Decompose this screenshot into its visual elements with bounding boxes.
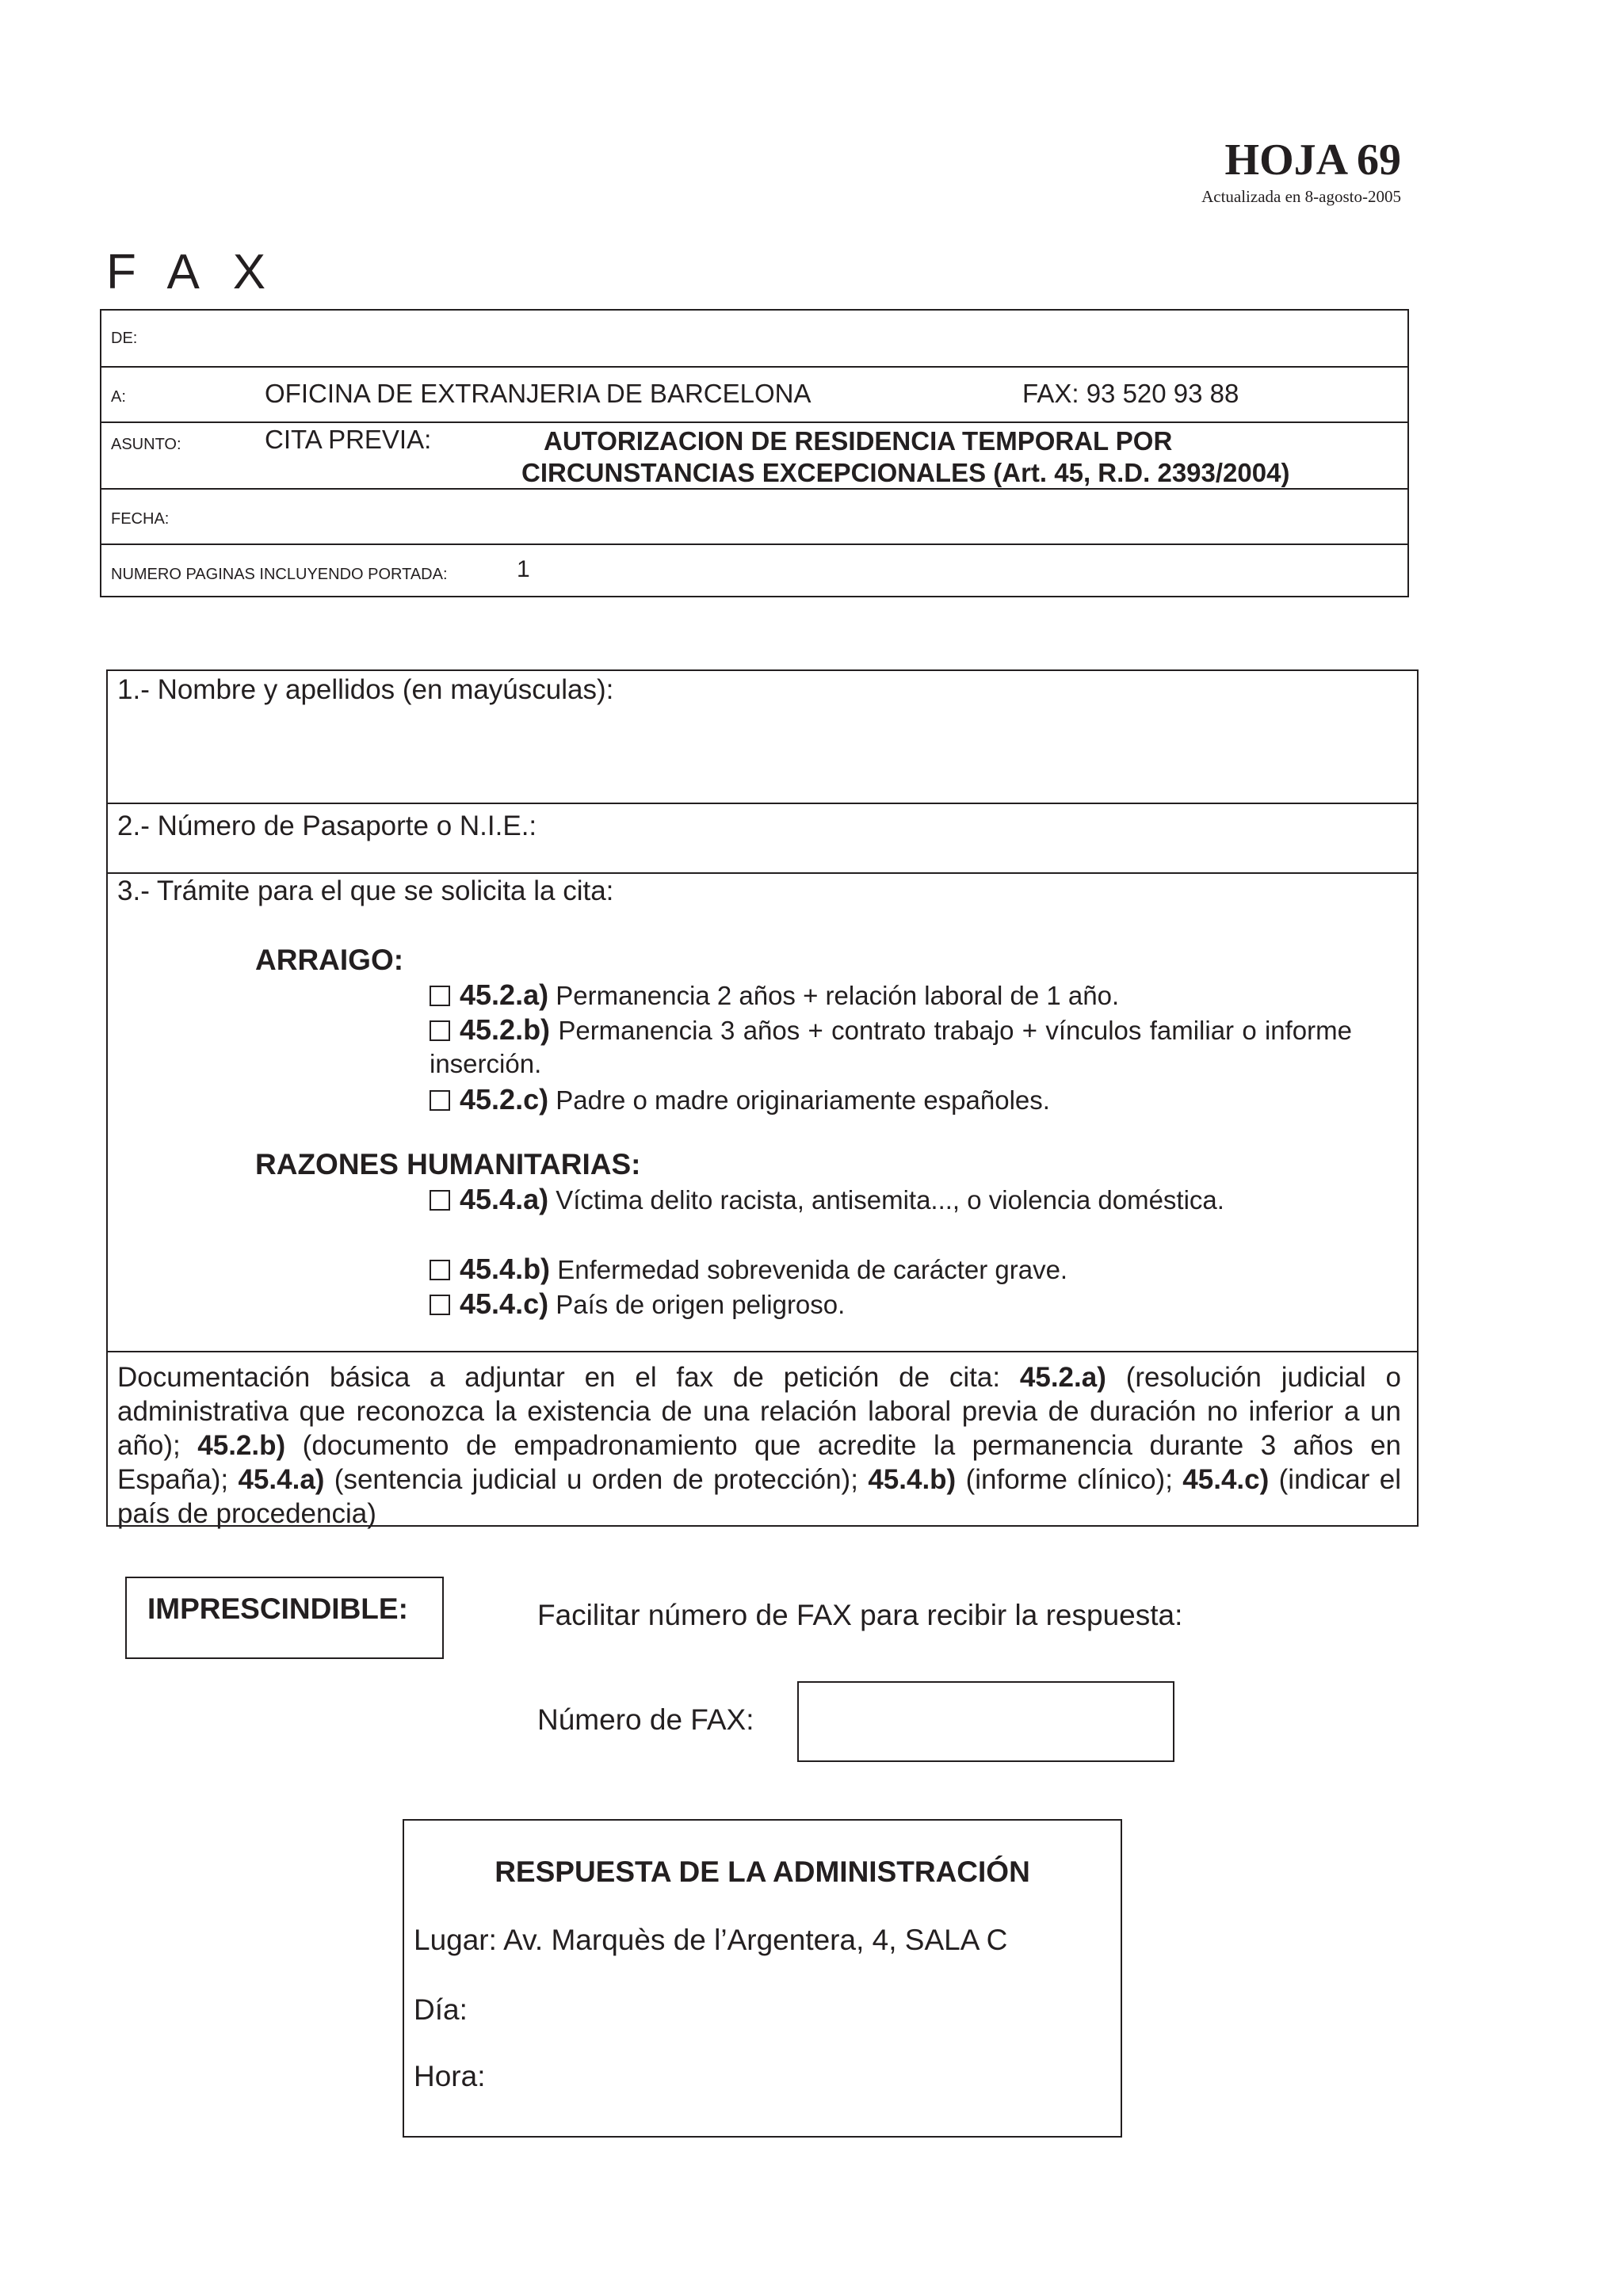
facilitar-fax-text: Facilitar número de FAX para recibir la respuesta: [537, 1599, 1183, 1631]
checkbox-45-4-a[interactable] [430, 1190, 450, 1211]
subject-line-2: CIRCUNSTANCIAS EXCEPCIONALES (Art. 45, R.D. 2393/2004) [521, 458, 1290, 487]
response-location: Lugar: Av. Marquès de l’Argentera, 4, SALA C [414, 1924, 1008, 1956]
doc-text: (sentencia judicial u orden de protección); [324, 1464, 869, 1495]
pages-row [101, 543, 1407, 599]
doc-text: (resolución judicial o administrativa que reconozca la existencia de una relación laboral previa de duración no inferior a un año); [117, 1362, 1401, 1461]
option-text: País de origen peligroso. [548, 1290, 846, 1319]
doc-code: 45.2.b) [197, 1430, 286, 1461]
option-code: 45.2.b) [460, 1013, 551, 1046]
doc-text: (indicar el país de procedencia) [117, 1464, 1402, 1529]
option-45-2-c[interactable] [430, 1083, 1352, 1117]
pages-label: NUMERO PAGINAS INCLUYENDO PORTADA: [111, 566, 448, 583]
checkbox-45-2-b[interactable] [430, 1020, 450, 1041]
doc-text: (informe clínico); [956, 1464, 1183, 1495]
fax-number: FAX: 93 520 93 88 [1022, 379, 1239, 408]
option-code: 45.4.a) [460, 1183, 549, 1215]
sheet-title: HOJA 69 [1224, 135, 1401, 185]
option-text: Enfermedad sobrevenida de carácter grave. [550, 1255, 1068, 1284]
option-code: 45.2.c) [460, 1083, 549, 1116]
arraigo-title: ARRAIGO: [255, 944, 404, 976]
humanitarian-title: RAZONES HUMANITARIAS: [255, 1148, 641, 1180]
option-text: Padre o madre originariamente españoles. [548, 1085, 1050, 1115]
checkbox-45-2-c[interactable] [430, 1090, 450, 1111]
doc-code: 45.4.c) [1182, 1464, 1270, 1495]
fax-heading: FAX [106, 245, 300, 299]
to-label: A: [111, 388, 126, 406]
checkbox-45-4-b[interactable] [430, 1260, 450, 1280]
documentation-row [108, 1351, 1417, 1528]
documentation-text [117, 1360, 1401, 1531]
to-row [101, 366, 1407, 423]
request-form-table [106, 669, 1419, 1527]
option-45-4-c[interactable] [430, 1287, 1352, 1322]
option-45-4-b[interactable] [430, 1253, 1352, 1287]
date-label: FECHA: [111, 510, 170, 528]
doc-code: 45.2.a) [1019, 1362, 1106, 1393]
response-title: RESPUESTA DE LA ADMINISTRACIÓN [495, 1855, 1030, 1888]
fax-number-label: Número de FAX: [537, 1703, 754, 1736]
option-code: 45.2.a) [460, 978, 549, 1011]
option-text: Permanencia 2 años + relación laboral de 1 año. [548, 981, 1120, 1010]
option-45-2-b[interactable] [430, 1013, 1352, 1081]
checkbox-45-4-c[interactable] [430, 1295, 450, 1315]
doc-intro: Documentación básica a adjuntar en el fax de petición de cita: [117, 1362, 1020, 1393]
from-label: DE: [111, 330, 138, 347]
procedure-row [108, 872, 1417, 1352]
update-date: Actualizada en 8-agosto-2005 [1201, 187, 1401, 206]
name-row [108, 671, 1417, 803]
pages-value: 1 [517, 556, 530, 582]
to-value: OFICINA DE EXTRANJERIA DE BARCELONA [265, 379, 812, 408]
response-time: Hora: [414, 2060, 486, 2092]
name-question: 1.- Nombre y apellidos (en mayúsculas): [117, 674, 614, 705]
subject-line-1: AUTORIZACION DE RESIDENCIA TEMPORAL POR [544, 426, 1173, 456]
option-45-4-a[interactable] [430, 1183, 1352, 1217]
imprescindible-box: IMPRESCINDIBLE: [125, 1577, 444, 1659]
passport-question: 2.- Número de Pasaporte o N.I.E.: [117, 810, 537, 841]
doc-code: 45.4.b) [868, 1464, 957, 1495]
procedure-question: 3.- Trámite para el que se solicita la cita: [117, 875, 614, 906]
subject-label: ASUNTO: [111, 436, 181, 453]
passport-row [108, 803, 1417, 874]
doc-text: (documento de empadronamiento que acredite la permanencia durante 3 años en España); [117, 1430, 1402, 1495]
option-text: Víctima delito racista, antisemita..., o violencia doméstica. [548, 1185, 1224, 1215]
from-row [101, 311, 1407, 366]
option-code: 45.4.b) [460, 1253, 551, 1285]
administration-response-box [403, 1819, 1122, 2138]
option-text: Permanencia 3 años + contrato trabajo + vínculos familiar o informe inserción. [430, 1016, 1352, 1078]
option-45-2-a[interactable] [430, 978, 1352, 1013]
subject-row [101, 421, 1407, 490]
subject-prefix: CITA PREVIA: [265, 425, 432, 454]
option-code: 45.4.c) [460, 1287, 549, 1320]
fax-number-input[interactable] [797, 1681, 1174, 1762]
doc-code: 45.4.a) [238, 1464, 325, 1495]
fax-header-table [100, 309, 1409, 597]
date-row [101, 488, 1407, 545]
response-day: Día: [414, 1993, 468, 2026]
checkbox-45-2-a[interactable] [430, 986, 450, 1006]
